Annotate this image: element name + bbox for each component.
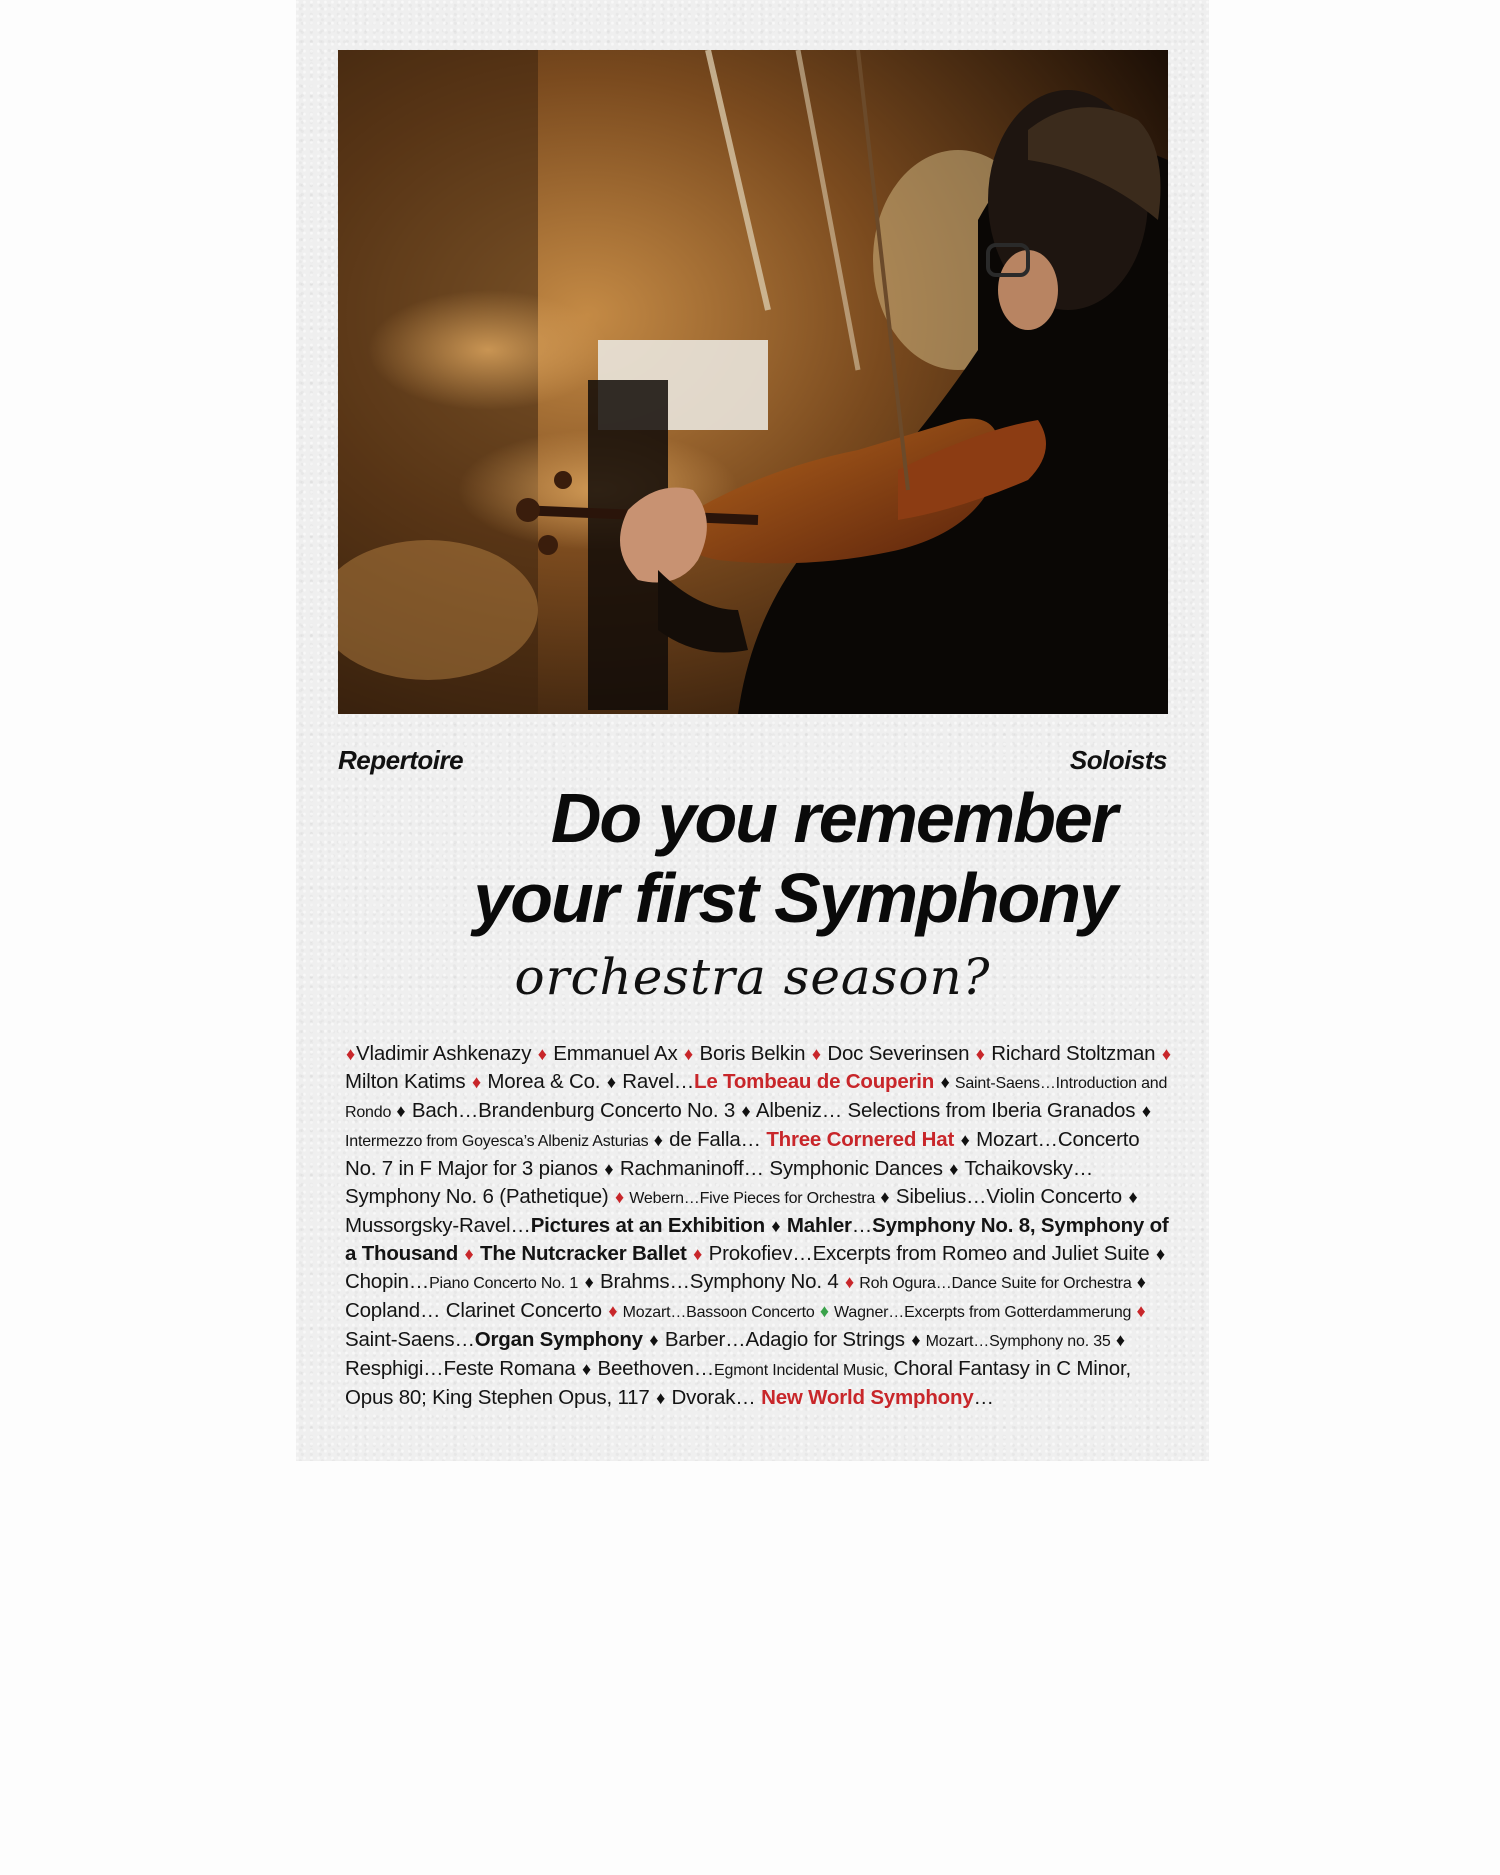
diamond-icon: ♦ — [584, 1272, 594, 1292]
repertoire-item: Boris Belkin — [694, 1042, 811, 1065]
repertoire-item: Beethoven… — [592, 1357, 715, 1380]
poster — [296, 0, 1209, 1461]
repertoire-item: Le Tombeau de Couperin — [694, 1070, 935, 1093]
repertoire-item: Saint-Saens…Introduction and Rondo — [345, 1075, 1168, 1121]
repertoire-item: Choral Fantasy in C Minor, Opus 80; King Stephen Opus, 117 — [345, 1357, 1131, 1409]
repertoire-item: Albeniz… Selections from Iberia Granados — [751, 1099, 1141, 1122]
repertoire-item: Barber…Adagio for Strings — [659, 1328, 911, 1351]
repertoire-item — [954, 1128, 960, 1151]
repertoire-item: … — [973, 1386, 994, 1409]
repertoire-item: Bach…Brandenburg Concerto No. 3 — [406, 1099, 741, 1122]
diamond-icon: ♦ — [771, 1216, 781, 1236]
repertoire-item — [934, 1070, 940, 1093]
diamond-icon: ♦ — [346, 1044, 355, 1064]
repertoire-item: Wagner…Excerpts from Gotterdammerung — [829, 1304, 1136, 1321]
violinist-photo — [338, 50, 1168, 714]
diamond-icon: ♦ — [653, 1130, 663, 1150]
repertoire-item: … — [851, 1214, 873, 1237]
diamond-icon: ♦ — [604, 1159, 614, 1179]
repertoire-item: Roh Ogura…Dance Suite for Orchestra — [855, 1275, 1136, 1292]
repertoire-item: Vladimir Ashkenazy — [356, 1042, 537, 1065]
repertoire-item: Mozart…Concerto No. 7 in F Major for 3 pianos — [345, 1128, 1140, 1180]
diamond-icon: ♦ — [1128, 1187, 1138, 1207]
headline — [376, 778, 1116, 938]
repertoire-item: Richard Stoltzman — [985, 1042, 1161, 1065]
repertoire-item: Prokofiev…Excerpts from Romeo and Juliet Suite — [703, 1242, 1155, 1265]
diamond-icon: ♦ — [464, 1244, 474, 1264]
repertoire-item: The Nutcracker Ballet — [474, 1242, 687, 1265]
repertoire-item — [765, 1214, 771, 1237]
repertoire-item: Pictures at an Exhibition — [530, 1214, 765, 1237]
repertoire-item: Doc Severinsen — [821, 1042, 975, 1065]
repertoire-item: Morea & Co. — [481, 1070, 606, 1093]
diamond-icon: ♦ — [606, 1072, 616, 1092]
repertoire-item: New World Symphony — [761, 1386, 974, 1409]
diamond-icon: ♦ — [1155, 1244, 1165, 1264]
repertoire-item: de Falla… — [663, 1128, 767, 1151]
diamond-icon: ♦ — [693, 1244, 703, 1264]
headline-line-2: your first Symphony — [473, 859, 1116, 937]
diamond-icon: ♦ — [819, 1301, 829, 1321]
repertoire-item: Three Cornered Hat — [766, 1128, 955, 1151]
repertoire-item: Rachmaninoff… Symphonic Dances — [614, 1157, 949, 1180]
diamond-icon: ♦ — [1136, 1301, 1146, 1321]
diamond-icon: ♦ — [940, 1072, 950, 1092]
repertoire-item: Symphony No. 8, Symphony of a Thousand — [345, 1214, 1169, 1265]
diamond-icon: ♦ — [1115, 1330, 1125, 1350]
diamond-icon: ♦ — [649, 1330, 659, 1350]
headline-line-1: Do you remember — [550, 779, 1116, 857]
diamond-icon: ♦ — [975, 1044, 985, 1064]
repertoire-item: Resphigi…Feste Romana — [345, 1357, 582, 1380]
diamond-icon: ♦ — [880, 1187, 890, 1207]
diamond-icon: ♦ — [471, 1072, 481, 1092]
repertoire-item: Mozart…Bassoon Concerto — [618, 1304, 819, 1321]
repertoire-item — [458, 1242, 464, 1265]
diamond-icon: ♦ — [582, 1359, 592, 1379]
diamond-icon: ♦ — [911, 1330, 921, 1350]
diamond-icon: ♦ — [1136, 1272, 1146, 1292]
repertoire-item: Saint-Saens… — [345, 1328, 475, 1351]
repertoire-item: Piano Concerto No. 1 — [429, 1275, 579, 1292]
repertoire-item: Copland… Clarinet Concerto — [345, 1299, 608, 1322]
repertoire-item: Organ Symphony — [474, 1328, 643, 1351]
diamond-icon: ♦ — [949, 1159, 959, 1179]
diamond-icon: ♦ — [684, 1044, 694, 1064]
repertoire-list — [345, 1040, 1175, 1412]
repertoire-item: Mussorgsky-Ravel… — [345, 1214, 531, 1237]
repertoire-item: Webern…Five Pieces for Orchestra — [625, 1190, 880, 1207]
repertoire-item: Intermezzo from Goyesca’s Albeniz Asturias — [345, 1133, 653, 1150]
diamond-icon: ♦ — [741, 1101, 751, 1121]
repertoire-item: Milton Katims — [345, 1070, 471, 1093]
script-subtitle: orchestra season? — [514, 948, 991, 1006]
repertoire-item: Dvorak… — [666, 1386, 762, 1409]
diamond-icon: ♦ — [656, 1388, 666, 1408]
diamond-icon: ♦ — [537, 1044, 547, 1064]
repertoire-item — [643, 1328, 649, 1351]
repertoire-label: Repertoire — [338, 745, 464, 775]
repertoire-item: Brahms…Symphony No. 4 — [594, 1270, 845, 1293]
repertoire-item: Emmanuel Ax — [547, 1042, 684, 1065]
diamond-icon: ♦ — [845, 1272, 855, 1292]
soloists-label: Soloists — [1069, 745, 1167, 775]
violinist-image — [338, 50, 1168, 714]
diamond-icon: ♦ — [608, 1301, 618, 1321]
repertoire-item: Ravel… — [616, 1070, 695, 1093]
diamond-icon: ♦ — [811, 1044, 821, 1064]
repertoire-item: Tchaikovsky…Symphony No. 6 (Pathetique) — [345, 1157, 1093, 1208]
repertoire-item: Egmont Incidental Music, — [714, 1362, 888, 1379]
diamond-icon: ♦ — [1141, 1101, 1151, 1121]
diamond-icon: ♦ — [1161, 1044, 1171, 1064]
repertoire-item — [687, 1242, 693, 1265]
repertoire-item: Mozart…Symphony no. 35 — [921, 1333, 1115, 1350]
repertoire-item: Sibelius…Violin Concerto — [890, 1185, 1128, 1208]
diamond-icon: ♦ — [615, 1187, 625, 1207]
repertoire-item: Chopin… — [345, 1270, 430, 1293]
repertoire-item — [578, 1270, 584, 1293]
diamond-icon: ♦ — [396, 1101, 406, 1121]
diamond-icon: ♦ — [960, 1130, 970, 1150]
repertoire-item: Mahler — [781, 1214, 852, 1237]
